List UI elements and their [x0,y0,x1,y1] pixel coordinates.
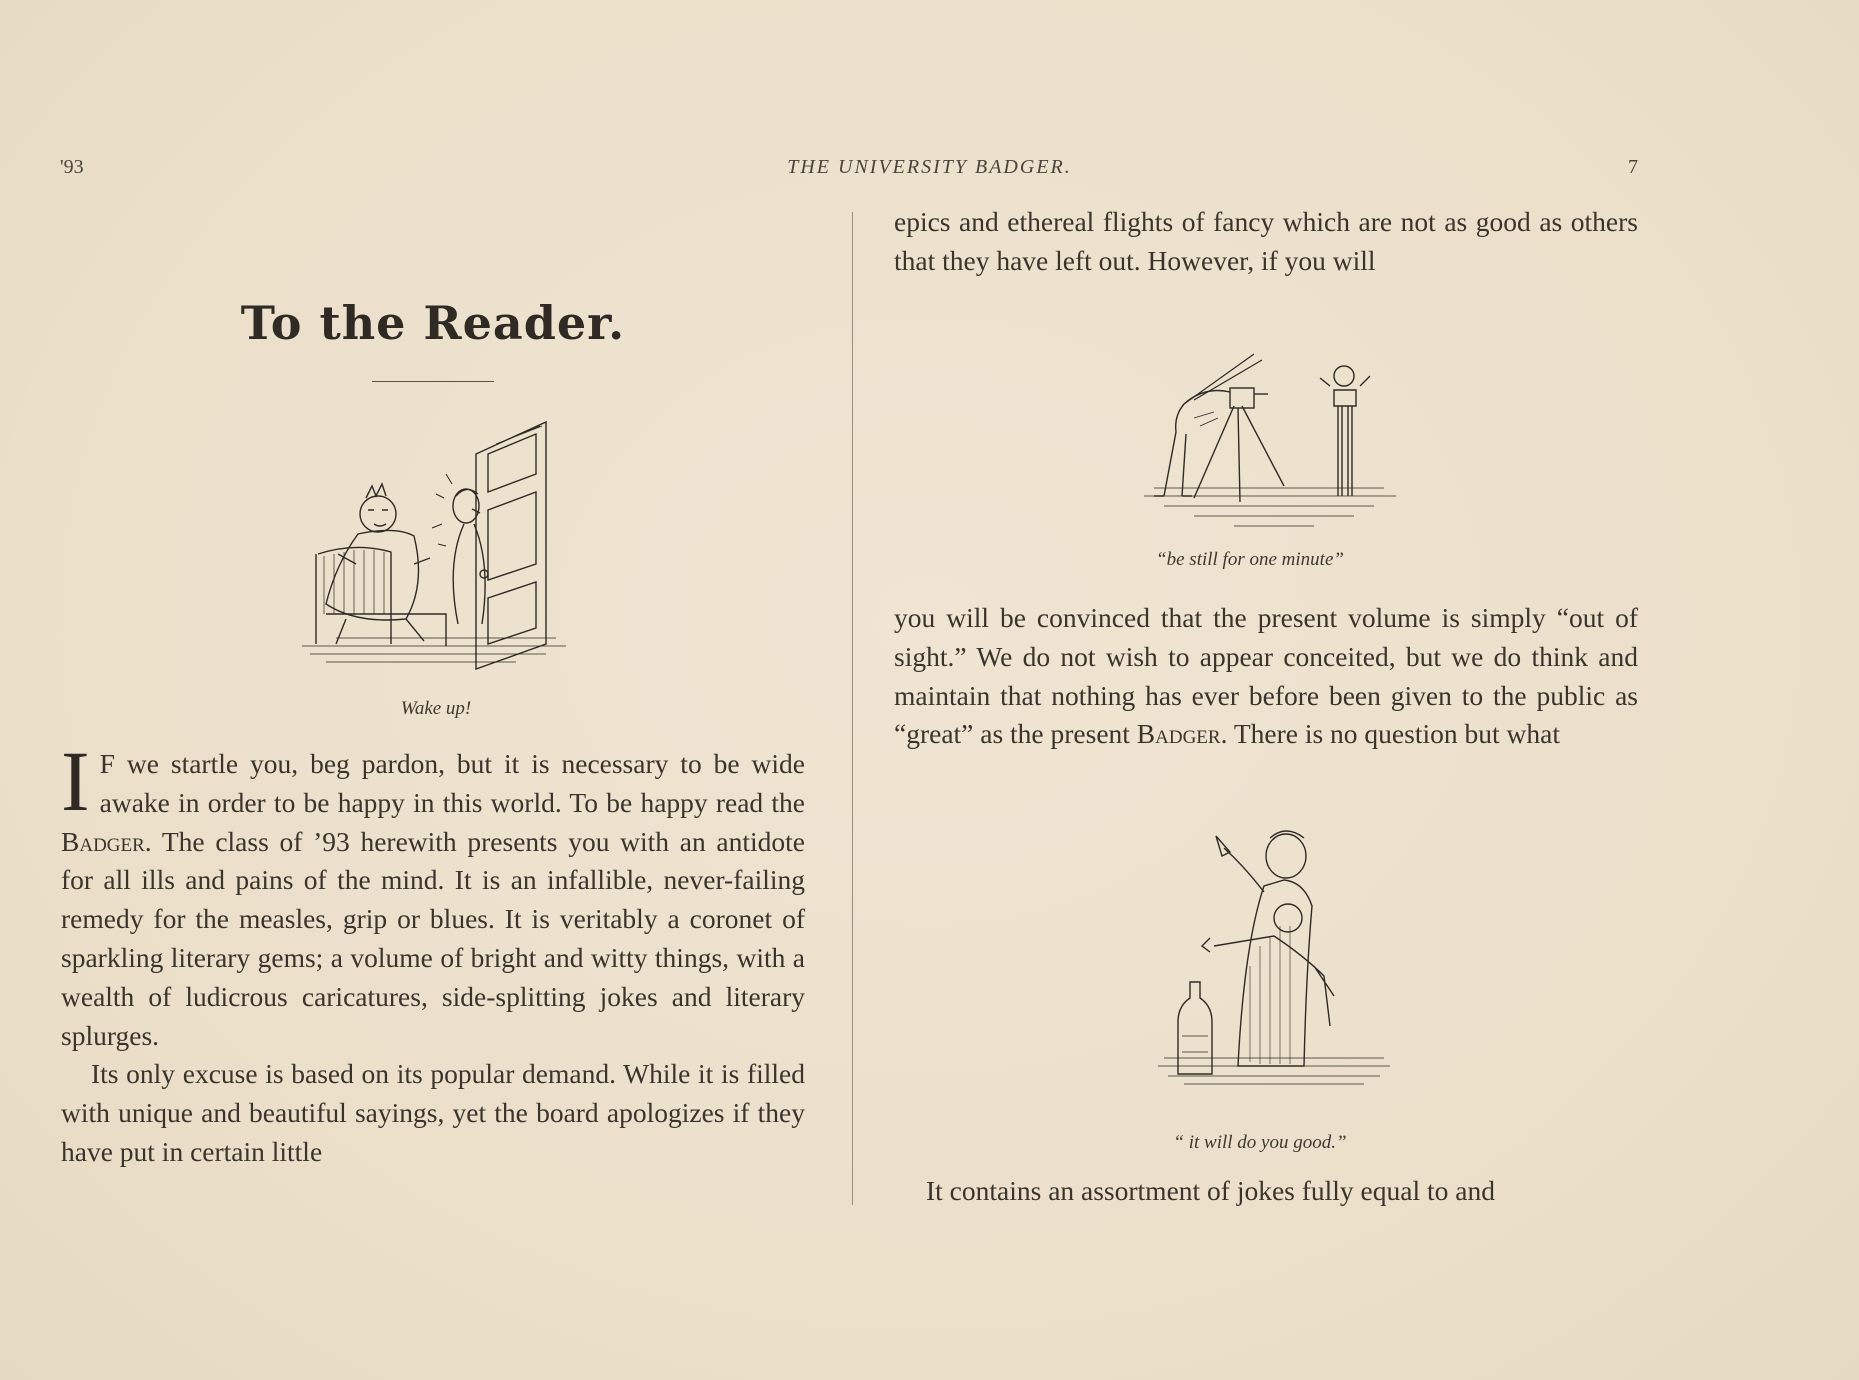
paragraph-2: Its only excuse is based on its popular demand. While it is filled with unique and beautiful sayings, yet the board apologizes if they have put in certain little [61,1058,805,1167]
right-column-bottom-text: It contains an assortment of jokes fully equal to and [926,1175,1495,1206]
drop-cap: I [61,733,90,829]
badger-smallcaps-2: Badger [1136,718,1221,750]
header-year: '93 [60,156,84,178]
paragraph-1-start: F we startle you, beg pardon, but it is necessary to be wide awake in order to be happy in this world. To be happy read the [99,748,805,818]
caption-wake-up: Wake up! [400,698,472,719]
left-column-text [61,733,805,1172]
right-column-middle-text [894,599,1638,754]
page-number: 7 [1628,156,1638,178]
illustration-wake-up [296,414,576,674]
middle-text-start: you will be convinced that the present volume is simply “out of sight.” We do not wish to appear conceited, but we do think and maintain that nothing has ever before been given to the public as “great” as the present [894,602,1638,750]
caption-be-still: “be still for one minute” [1156,549,1344,570]
right-column-top-text: epics and ethereal flights of fancy which are not as good as others that they have left out. However, if you will [894,206,1638,276]
caption-do-you-good: “ it will do you good.” [1173,1132,1347,1153]
illustration-photographer [1134,346,1406,546]
title-rule [372,381,494,382]
middle-text-end: . There is no question but what [1220,718,1560,750]
illustration-medicine [1154,826,1394,1116]
column-divider [852,212,853,1205]
badger-smallcaps: Badger [61,825,145,857]
section-title: To the Reader. [240,296,626,350]
header-title: THE UNIVERSITY BADGER. [787,156,1072,178]
paragraph-1 [61,733,805,1055]
paragraph-1-end: . The class of ’93 herewith presents you with an antidote for all ills and pains of the mind. It is an infallible, never-failing remedy for the measles, grip or blues. It is veritably a coronet of sparkling literary gems; a volume of bright and witty things, with a wealth of ludicrous caricatures, side-splitting jokes and literary splurges. [61,825,805,1051]
